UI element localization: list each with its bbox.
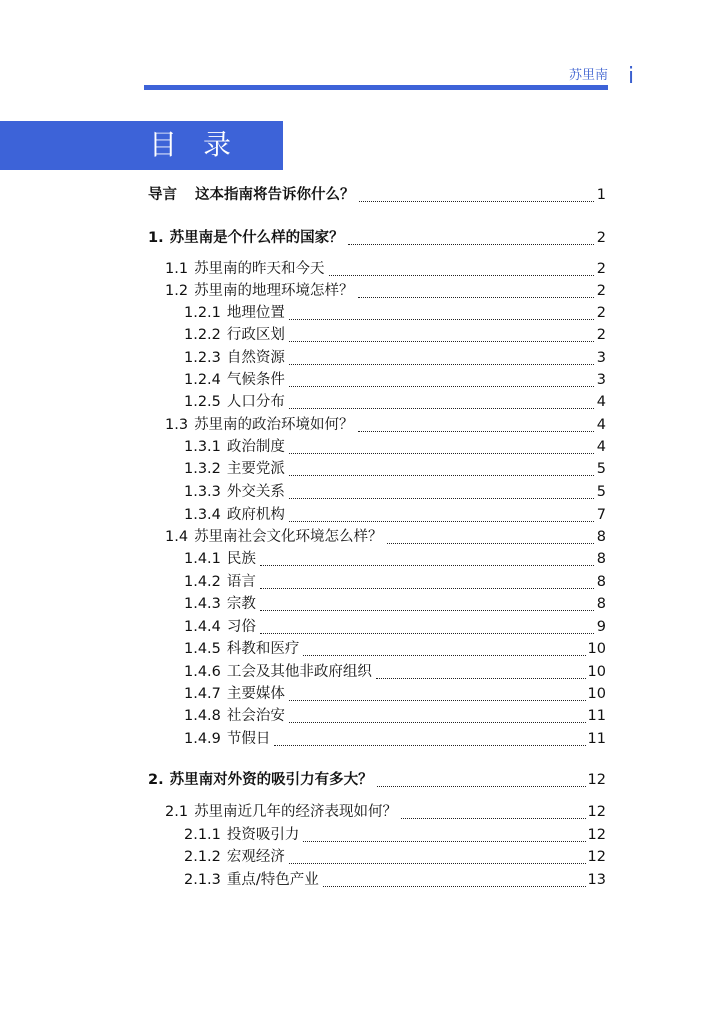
toc-number: 1.2.1 [184, 305, 221, 321]
toc-page: 12 [587, 804, 606, 820]
page-title: 目录 [149, 128, 258, 161]
toc-page: 1 [596, 187, 606, 203]
toc-text: 外交关系 [226, 484, 285, 500]
toc-text: 行政区划 [226, 327, 285, 343]
toc-page: 8 [596, 596, 606, 612]
leader-dots [303, 830, 585, 842]
toc-page: 9 [596, 619, 606, 635]
toc-number: 2. [148, 772, 164, 788]
toc-entry-1-2-1[interactable] [184, 303, 606, 323]
leader-dots [289, 397, 594, 409]
leader-dots [401, 807, 585, 819]
toc-page: 5 [596, 484, 606, 500]
leader-dots [289, 353, 594, 365]
toc-number: 1.3.2 [184, 461, 221, 477]
leader-dots [274, 734, 585, 746]
toc-page: 4 [596, 439, 606, 455]
toc-number: 1.4 [165, 529, 189, 545]
leader-dots [260, 622, 594, 634]
toc-page: 2 [596, 230, 606, 246]
leader-dots [260, 577, 594, 589]
toc-entry-1-3-2[interactable] [184, 459, 606, 479]
toc-page: 7 [596, 507, 606, 523]
toc-page: 2 [596, 261, 606, 277]
leader-dots [260, 599, 594, 611]
toc-number: 2.1.3 [184, 872, 221, 888]
toc-page: 12 [587, 772, 606, 788]
toc-entry-1-4[interactable] [165, 527, 606, 547]
toc-page: 3 [596, 372, 606, 388]
toc-text: 苏里南近几年的经济表现如何？ [194, 804, 398, 820]
toc-text: 自然资源 [226, 350, 285, 366]
toc-number: 1.4.6 [184, 664, 221, 680]
toc-entry-1-4-3[interactable] [184, 594, 606, 614]
toc-entry-1-4-5[interactable] [184, 639, 606, 659]
toc-entry-1-2-3[interactable] [184, 348, 606, 368]
toc-number: 1.4.3 [184, 596, 221, 612]
toc-number: 1.3 [165, 417, 189, 433]
toc-number: 1.4.4 [184, 619, 221, 635]
toc-number: 1.4.5 [184, 641, 221, 657]
toc-number: 1.4.7 [184, 686, 221, 702]
toc-text: 社会治安 [226, 708, 285, 724]
leader-dots [289, 442, 594, 454]
toc-page: 3 [596, 350, 606, 366]
toc-text: 苏里南的政治环境如何？ [194, 417, 354, 433]
toc-text: 宗教 [226, 596, 256, 612]
toc-page: 8 [596, 551, 606, 567]
leader-dots [329, 264, 594, 276]
toc-number: 1.3.4 [184, 507, 221, 523]
toc-entry-1-1[interactable] [165, 259, 606, 279]
toc-entry-chapter-1[interactable] [148, 228, 606, 248]
toc-entry-1-3-4[interactable] [184, 505, 606, 525]
toc-text: 民族 [226, 551, 256, 567]
leader-dots [289, 487, 594, 499]
page-number: i [628, 64, 635, 89]
toc-number: 2.1.2 [184, 849, 221, 865]
toc-number: 1.2.5 [184, 394, 221, 410]
toc-text: 科教和医疗 [226, 641, 300, 657]
toc-number: 1.4.8 [184, 708, 221, 724]
leader-dots [358, 420, 594, 432]
leader-dots [289, 852, 586, 864]
toc-text: 政治制度 [226, 439, 285, 455]
toc-text: 投资吸引力 [226, 827, 300, 843]
toc-number: 2.1 [165, 804, 189, 820]
leader-dots [348, 233, 594, 245]
leader-dots [289, 711, 586, 723]
toc-entry-1-3-1[interactable] [184, 437, 606, 457]
toc-entry-1-2-2[interactable] [184, 325, 606, 345]
toc-page: 12 [587, 849, 606, 865]
toc-entry-1-4-6[interactable] [184, 662, 606, 682]
toc-entry-1-2-5[interactable] [184, 392, 606, 412]
toc-page: 2 [596, 283, 606, 299]
toc-page: 13 [587, 872, 606, 888]
toc-page: 2 [596, 305, 606, 321]
toc-entry-intro[interactable] [148, 185, 606, 205]
toc-number: 1.4.1 [184, 551, 221, 567]
toc-entry-1-3-3[interactable] [184, 482, 606, 502]
leader-dots [387, 532, 594, 544]
toc-entry-1-4-7[interactable] [184, 684, 606, 704]
leader-dots [376, 667, 586, 679]
toc-text: 宏观经济 [226, 849, 285, 865]
running-header-title: 苏里南 [568, 68, 608, 83]
toc-text: 主要媒体 [226, 686, 285, 702]
toc-page: 2 [596, 327, 606, 343]
toc-number: 导言 [148, 187, 177, 203]
toc-text: 这本指南将告诉你什么？ [195, 187, 355, 203]
toc-page: 4 [596, 394, 606, 410]
toc-number: 1.3.3 [184, 484, 221, 500]
leader-dots [289, 375, 594, 387]
toc-text: 苏里南是个什么样的国家？ [169, 230, 344, 246]
toc-entry-2-1-3[interactable] [184, 870, 606, 890]
toc-entry-1-2-4[interactable] [184, 370, 606, 390]
toc-text: 地理位置 [226, 305, 285, 321]
toc-number: 1.2 [165, 283, 189, 299]
toc-number: 1.2.2 [184, 327, 221, 343]
leader-dots [289, 308, 594, 320]
toc-number: 1.2.4 [184, 372, 221, 388]
toc-number: 1.3.1 [184, 439, 221, 455]
toc-text: 苏里南社会文化环境怎么样？ [194, 529, 383, 545]
toc-text: 语言 [226, 574, 256, 590]
toc-text: 苏里南的昨天和今天 [194, 261, 325, 277]
leader-dots [303, 644, 585, 656]
toc-number: 1.2.3 [184, 350, 221, 366]
toc-entry-1-4-1[interactable] [184, 549, 606, 569]
toc-entry-2-1-2[interactable] [184, 847, 606, 867]
toc-text: 人口分布 [226, 394, 285, 410]
toc-page: 10 [587, 686, 606, 702]
leader-dots [289, 464, 594, 476]
toc-entry-2-1[interactable] [165, 802, 606, 822]
leader-dots [358, 286, 594, 298]
toc-page: 10 [587, 664, 606, 680]
toc-number: 1.1 [165, 261, 189, 277]
toc-page: 10 [587, 641, 606, 657]
toc-text: 工会及其他非政府组织 [226, 664, 372, 680]
toc-entry-1-4-9[interactable] [184, 729, 606, 749]
toc-entry-1-4-2[interactable] [184, 572, 606, 592]
toc-text: 重点/特色产业 [226, 872, 319, 888]
leader-dots [289, 510, 594, 522]
toc-entry-1-4-4[interactable] [184, 617, 606, 637]
toc-number: 1.4.9 [184, 731, 221, 747]
toc-page: 5 [596, 461, 606, 477]
toc-page: 8 [596, 574, 606, 590]
toc-entry-2-1-1[interactable] [184, 825, 606, 845]
toc-number: 1. [148, 230, 164, 246]
toc-page: 11 [587, 731, 606, 747]
toc-entry-1-4-8[interactable] [184, 706, 606, 726]
toc-entry-chapter-2[interactable] [148, 770, 606, 790]
toc-page: 11 [587, 708, 606, 724]
leader-dots [260, 554, 594, 566]
toc-text: 气候条件 [226, 372, 285, 388]
leader-dots [289, 689, 586, 701]
toc-number: 2.1.1 [184, 827, 221, 843]
leader-dots [359, 190, 595, 202]
toc-text: 节假日 [226, 731, 271, 747]
leader-dots [377, 775, 586, 787]
toc-entry-1-2[interactable] [165, 281, 606, 301]
leader-dots [323, 875, 586, 887]
toc-text: 苏里南的地理环境怎样？ [194, 283, 354, 299]
toc-page: 8 [596, 529, 606, 545]
toc-page: 12 [587, 827, 606, 843]
leader-dots [289, 330, 594, 342]
toc-page: 4 [596, 417, 606, 433]
toc-text: 政府机构 [226, 507, 285, 523]
toc-text: 习俗 [226, 619, 256, 635]
toc-text: 苏里南对外资的吸引力有多大？ [169, 772, 373, 788]
toc-text: 主要党派 [226, 461, 285, 477]
toc-number: 1.4.2 [184, 574, 221, 590]
toc-entry-1-3[interactable] [165, 415, 606, 435]
